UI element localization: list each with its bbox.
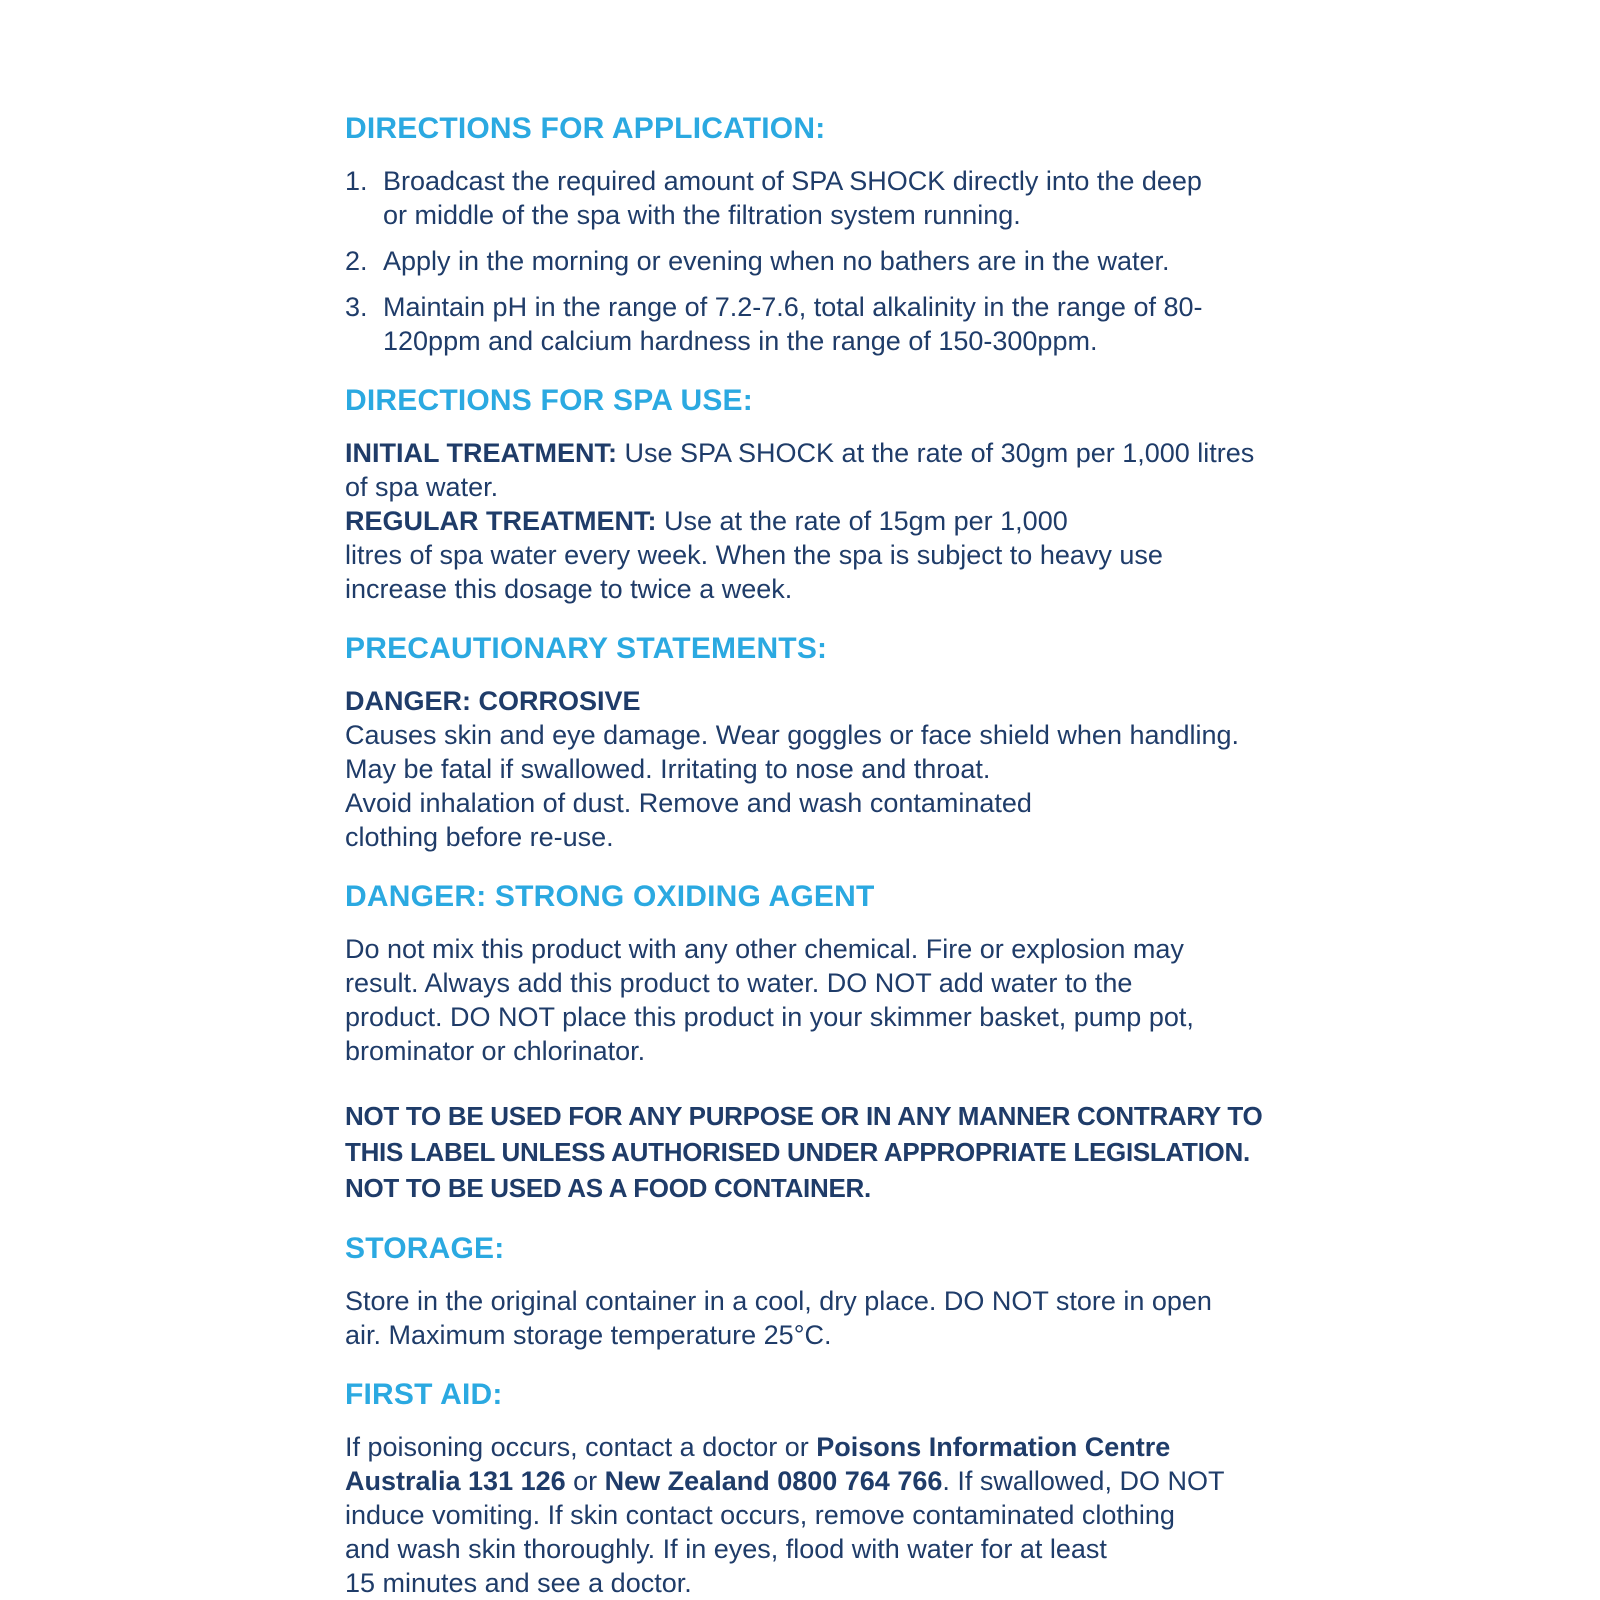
directions-spa-use-heading: DIRECTIONS FOR SPA USE:: [345, 384, 753, 417]
list-item-text: [383, 164, 1202, 232]
first-aid-heading: FIRST AID:: [345, 1378, 503, 1411]
oxiding-paragraph: [345, 932, 1520, 1068]
poisons-centre-bold: Poisons Information Centre: [816, 1432, 1171, 1462]
text-line: NOT TO BE USED AS A FOOD CONTAINER.: [345, 1173, 871, 1203]
text-line: Do not mix this product with any other chemical. Fire or explosion may: [345, 934, 1184, 964]
danger-oxiding-heading: DANGER: STRONG OXIDING AGENT: [345, 880, 875, 913]
list-number: 2.: [345, 246, 368, 276]
directions-application-heading: DIRECTIONS FOR APPLICATION:: [345, 112, 826, 145]
text-line: [345, 504, 1520, 538]
text-line: NOT TO BE USED FOR ANY PURPOSE OR IN ANY MANNER CONTRARY TO: [345, 1101, 1263, 1131]
regular-treatment-label: REGULAR TREATMENT:: [345, 506, 657, 536]
list-item-1: [345, 164, 1520, 232]
text-line: Store in the original container in a cool, dry place. DO NOT store in open: [345, 1286, 1212, 1316]
text-segment: If poisoning occurs, contact a doctor or: [345, 1432, 817, 1462]
initial-treatment-label: INITIAL TREATMENT:: [345, 438, 617, 468]
storage-paragraph: [345, 1284, 1520, 1352]
text-line: product. DO NOT place this product in your skimmer basket, pump pot,: [345, 1002, 1194, 1032]
list-item-3: [345, 290, 1520, 358]
australia-phone-bold: Australia 131 126: [345, 1466, 566, 1496]
text-line: May be fatal if swallowed. Irritating to nose and throat.: [345, 754, 991, 784]
list-item-text: [383, 244, 1169, 278]
text-line: Broadcast the required amount of SPA SHOCK directly into the deep: [383, 166, 1202, 196]
list-item-2: [345, 244, 1520, 278]
text-line: [345, 436, 1520, 470]
nz-phone-bold: New Zealand 0800 764 766: [604, 1466, 943, 1496]
text-segment: . If swallowed, DO NOT: [942, 1466, 1225, 1496]
text-line: litres of spa water every week. When the spa is subject to heavy use: [345, 540, 1163, 570]
precautionary-statements-heading: PRECAUTIONARY STATEMENTS:: [345, 632, 828, 665]
spa-use-paragraph: [345, 436, 1520, 606]
text-line: 120ppm and calcium hardness in the range of 150-300ppm.: [383, 326, 1098, 356]
text-line: result. Always add this product to water. DO NOT add water to the: [345, 968, 1133, 998]
text-line: Avoid inhalation of dust. Remove and wash contaminated: [345, 788, 1032, 818]
text-line: 15 minutes and see a doctor.: [345, 1568, 692, 1598]
text-line: Maintain pH in the range of 7.2-7.6, total alkalinity in the range of 80-: [383, 292, 1203, 322]
corrosive-paragraph: [345, 718, 1520, 854]
text-line: induce vomiting. If skin contact occurs, remove contaminated clothing: [345, 1500, 1175, 1530]
text-line: brominator or chlorinator.: [345, 1036, 646, 1066]
first-aid-paragraph: [345, 1430, 1520, 1600]
text-line: Apply in the morning or evening when no bathers are in the water.: [383, 246, 1170, 276]
list-number: 1.: [345, 166, 368, 196]
legal-notice-paragraph: [345, 1098, 1520, 1206]
text-line: Causes skin and eye damage. Wear goggles or face shield when handling.: [345, 720, 1240, 750]
text-line: air. Maximum storage temperature 25°C.: [345, 1320, 832, 1350]
text-line: or middle of the spa with the filtration system running.: [383, 200, 1021, 230]
list-number: 3.: [345, 292, 368, 322]
application-steps-list: [345, 164, 1520, 358]
list-item-text: [383, 290, 1203, 358]
text-line: and wash skin thoroughly. If in eyes, flood with water for at least: [345, 1534, 1107, 1564]
text-line: clothing before re-use.: [345, 822, 614, 852]
danger-corrosive-subheading: DANGER: CORROSIVE: [345, 686, 641, 716]
text-line: THIS LABEL UNLESS AUTHORISED UNDER APPROPRIATE LEGISLATION.: [345, 1137, 1250, 1167]
text-line: of spa water.: [345, 472, 499, 502]
text-segment: or: [565, 1466, 605, 1496]
text-line: [345, 1464, 1520, 1498]
text-segment: Use at the rate of 15gm per 1,000: [656, 506, 1068, 536]
text-segment: Use SPA SHOCK at the rate of 30gm per 1,000 litres: [616, 438, 1255, 468]
text-line: [345, 1430, 1520, 1464]
text-line: increase this dosage to twice a week.: [345, 574, 793, 604]
storage-heading: STORAGE:: [345, 1232, 505, 1265]
